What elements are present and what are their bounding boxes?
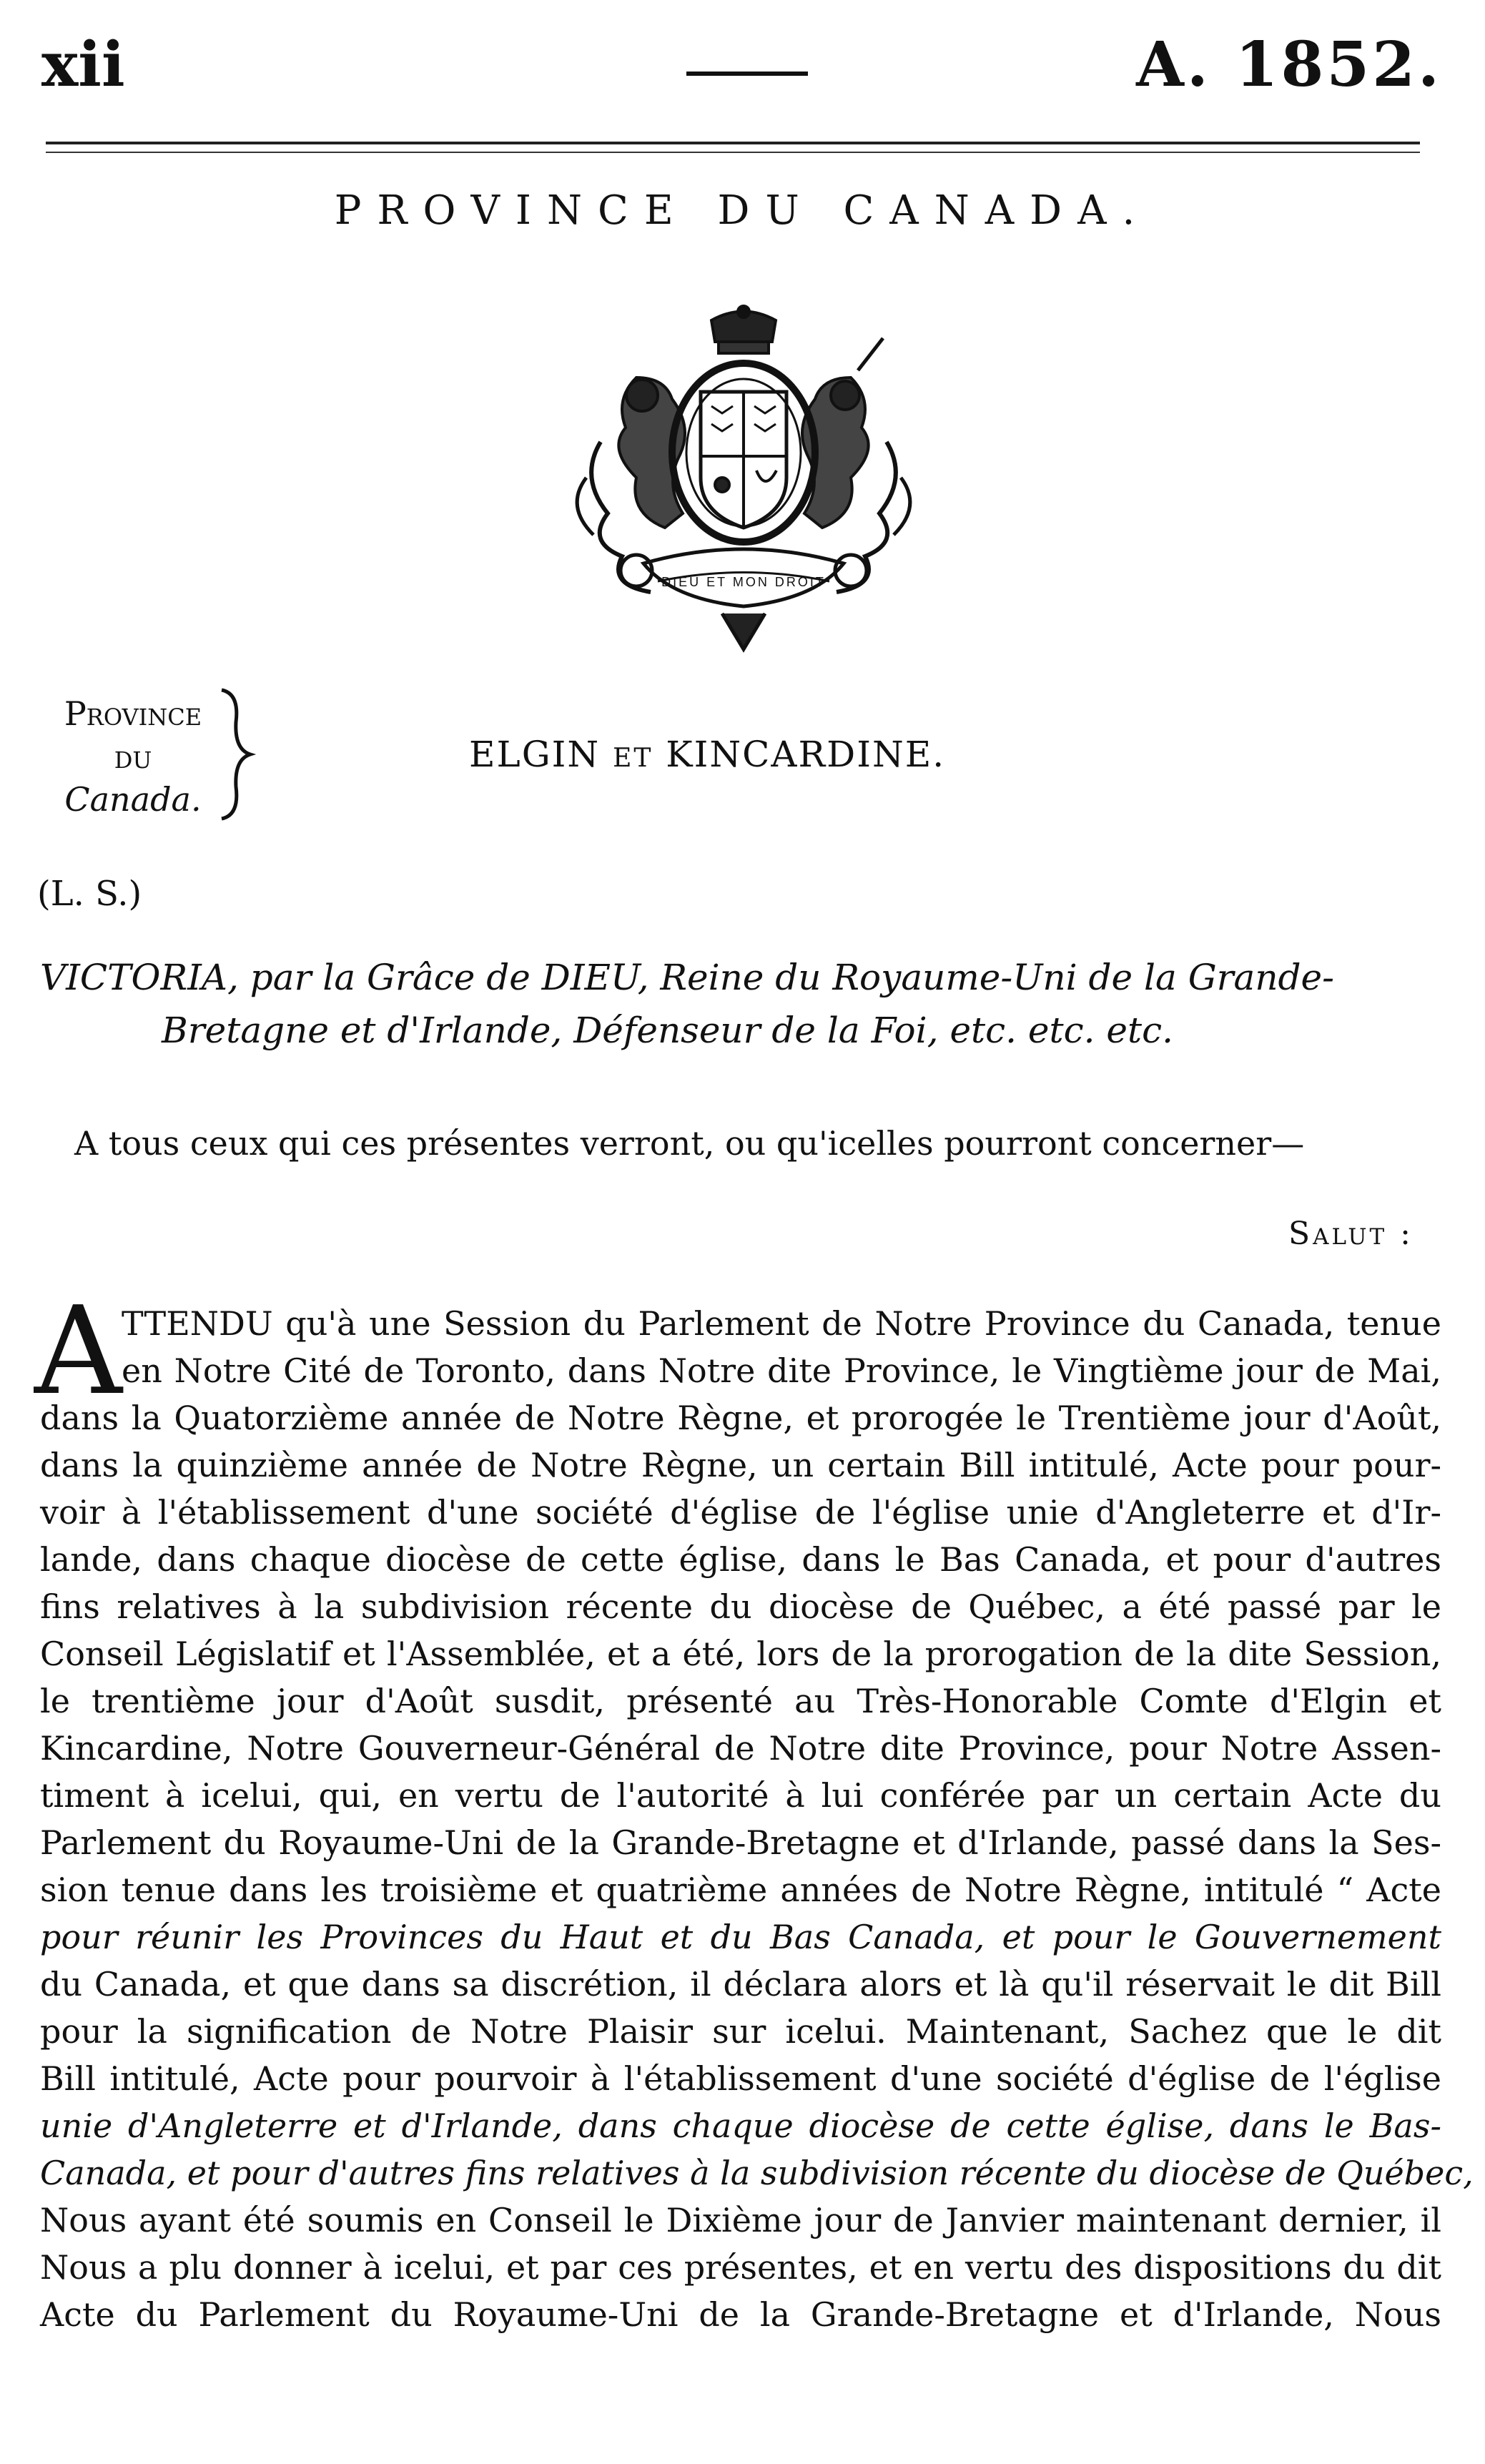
side-label-du: du — [114, 737, 152, 776]
body-line: timent à icelui, qui, en vertu de l'autorité à lui conférée par un certain Acte du — [40, 1776, 1441, 1815]
drop-cap: A — [34, 1281, 122, 1422]
body-line: Kincardine, Notre Gouverneur-Général de Notre dite Province, pour Notre Assen- — [40, 1729, 1441, 1768]
body-line: du Canada, et que dans sa discrétion, il déclara alors et là qu'il réservait le dit Bill — [40, 1965, 1441, 2004]
page-number: xii — [41, 29, 125, 101]
body-line: Acte du Parlement du Royaume-Uni de la Grande-Bretagne et d'Irlande, Nous — [40, 2295, 1441, 2334]
preamble — [40, 951, 1441, 1057]
governor-name — [469, 734, 945, 775]
body-line: Parlement du Royaume-Uni de la Grande-Bretagne et d'Irlande, passé dans la Ses- — [40, 1823, 1441, 1862]
salut: Salut : — [1288, 1216, 1414, 1252]
body-line: unie d'Angleterre et d'Irlande, dans chaque diocèse de cette église, dans le Bas- — [40, 2106, 1441, 2145]
body-line: sion tenue dans les troisième et quatrième années de Notre Règne, intitulé “ Acte — [40, 1871, 1441, 1909]
royal-coat-of-arms-icon — [558, 299, 929, 656]
seal-motto: DIEU ET MON DROIT — [661, 575, 826, 589]
side-label-province: Province — [64, 694, 202, 733]
governor-et: ET — [613, 744, 653, 773]
header-dash — [686, 72, 808, 76]
body-line: Nous a plu donner à icelui, et par ces présentes, et en vertu des dispositions du dit — [40, 2248, 1441, 2287]
body-line: Conseil Législatif et l'Assemblée, et a été, lors de la prorogation de la dite Session, — [40, 1635, 1441, 1673]
side-label — [40, 692, 226, 821]
body-line: Canada, et pour d'autres fins relatives à la subdivision récente du diocèse de Québec, — [40, 2154, 1474, 2192]
document-title: PROVINCE DU CANADA. — [334, 187, 1151, 234]
preamble-line-2: Bretagne et d'Irlande, Défenseur de la Foi, etc. etc. etc. — [162, 1010, 1173, 1051]
governor-elgin: ELGIN — [469, 734, 601, 775]
body-line: lande, dans chaque diocèse de cette église, dans le Bas Canada, et pour d'autres — [40, 1540, 1441, 1579]
preamble-line-1: VICTORIA, par la Grâce de DIEU, Reine du Royaume-Uni de la Grande- — [40, 957, 1335, 998]
body-line: Bill intitulé, Acte pour pourvoir à l'établissement d'une société d'église de l'église — [40, 2059, 1441, 2098]
body-line: pour réunir les Provinces du Haut et du Bas Canada, et pour le Gouvernement — [40, 1918, 1441, 1956]
year-label: A. 1852. — [1136, 29, 1442, 101]
seal-mark: (L. S.) — [37, 874, 142, 914]
body-line: Nous ayant été soumis en Conseil le Dixième jour de Janvier maintenant dernier, il — [40, 2201, 1441, 2239]
body-line: dans la Quatorzième année de Notre Règne, et prorogée le Trentième jour d'Août, — [40, 1399, 1441, 1437]
body-line: voir à l'établissement d'une société d'église de l'église unie d'Angleterre et d'Ir- — [40, 1493, 1441, 1532]
body-line: pour la signification de Notre Plaisir sur icelui. Maintenant, Sachez que le dit — [40, 2012, 1441, 2051]
brace-icon — [214, 686, 257, 822]
body-line: fins relatives à la subdivision récente du diocèse de Québec, a été passé par le — [40, 1587, 1441, 1626]
header-rule-thick — [46, 142, 1420, 144]
header-rule-thin — [46, 152, 1420, 153]
body-line: le trentième jour d'Août susdit, présenté au Très-Honorable Comte d'Elgin et — [40, 1682, 1441, 1720]
body-line: TTENDU qu'à une Session du Parlement de Notre Province du Canada, tenue — [122, 1304, 1441, 1343]
governor-kincardine: KINCARDINE. — [666, 734, 946, 775]
body-line: en Notre Cité de Toronto, dans Notre dite Province, le Vingtième jour de Mai, — [122, 1351, 1441, 1390]
side-label-canada: Canada. — [64, 780, 202, 819]
body-line: dans la quinzième année de Notre Règne, un certain Bill intitulé, Acte pour pour- — [40, 1446, 1441, 1484]
address-line: A tous ceux qui ces présentes verront, ou qu'icelles pourront concerner— — [74, 1124, 1305, 1163]
